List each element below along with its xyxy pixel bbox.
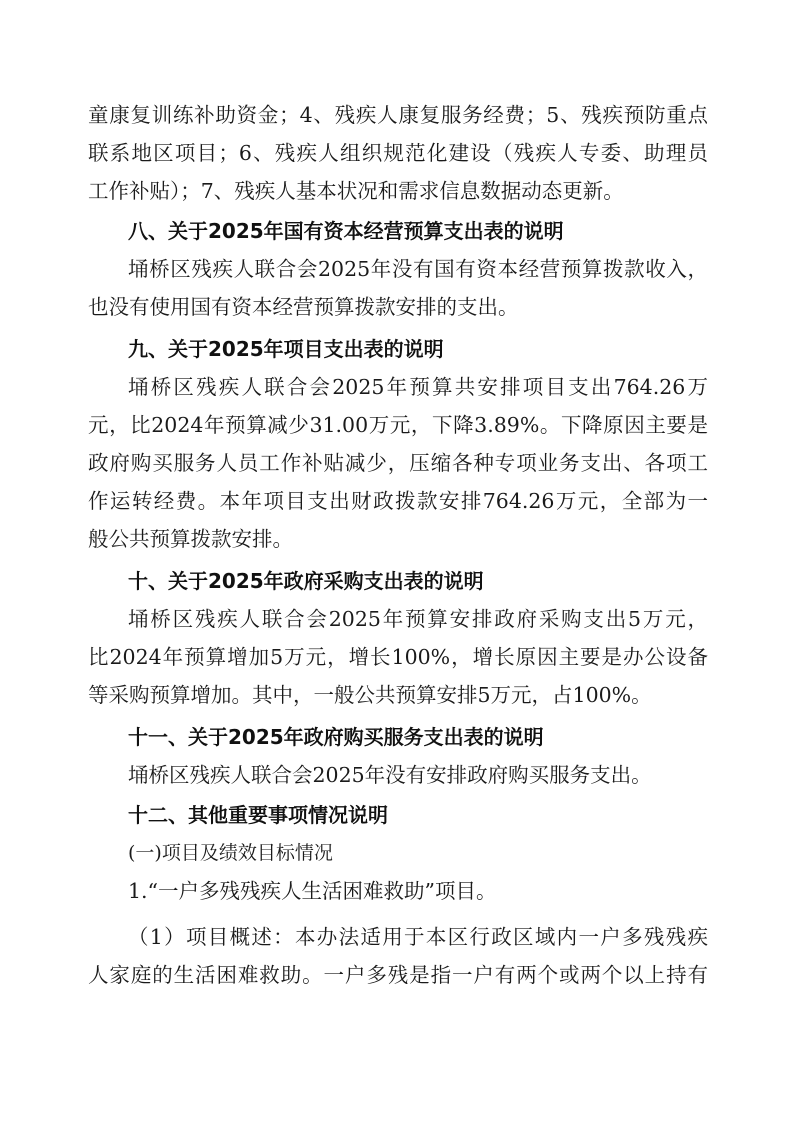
section-heading-12: 十二、其他重要事项情况说明: [128, 803, 388, 827]
paragraph-line: 政府购买服务人员工作补贴减少，压缩各种专项业务支出、各项工: [88, 451, 708, 475]
paragraph-line: 也没有使用国有资本经营预算拨款安排的支出。: [88, 295, 519, 319]
paragraph-line: 埇桥区残疾人联合会2025年没有安排政府购买服务支出。: [128, 763, 652, 787]
paragraph-line: 童康复训练补助资金；4、残疾人康复服务经费；5、残疾预防重点: [88, 103, 708, 127]
paragraph-line: 埇桥区残疾人联合会2025年预算安排政府采购支出5万元，: [128, 607, 708, 631]
paragraph-line: 作运转经费。本年项目支出财政拨款安排764.26万元，全部为一: [88, 489, 708, 513]
paragraph-line: 联系地区项目；6、残疾人组织规范化建设（残疾人专委、助理员: [88, 141, 708, 165]
section-heading-8: 八、关于2025年国有资本经营预算支出表的说明: [128, 219, 564, 243]
paragraph-line: 般公共预算拨款安排。: [88, 527, 293, 551]
paragraph-line: 人家庭的生活困难救助。一户多残是指一户有两个或两个以上持有: [88, 963, 708, 987]
paragraph-line: 等采购预算增加。其中，一般公共预算安排5万元，占100%。: [88, 683, 652, 707]
paragraph-line: 埇桥区残疾人联合会2025年没有国有资本经营预算拨款收入，: [128, 257, 708, 281]
section-heading-10: 十、关于2025年政府采购支出表的说明: [128, 569, 484, 593]
paragraph-line: 埇桥区残疾人联合会2025年预算共安排项目支出764.26万: [128, 375, 708, 399]
section-heading-11: 十一、关于2025年政府购买服务支出表的说明: [128, 725, 544, 749]
item-heading: 1.“一户多残残疾人生活困难救助”项目。: [128, 879, 497, 903]
paragraph-line: 元，比2024年预算减少31.00万元，下降3.89%。下降原因主要是: [88, 413, 708, 437]
paragraph-line: 比2024年预算增加5万元，增长100%，增长原因主要是办公设备: [88, 645, 708, 669]
paragraph-line: 工作补贴）；7、残疾人基本状况和需求信息数据动态更新。: [88, 179, 624, 203]
paragraph-line: （1）项目概述：本办法适用于本区行政区域内一户多残残疾: [128, 925, 708, 949]
subsection-heading: (一)项目及绩效目标情况: [128, 842, 333, 864]
section-heading-9: 九、关于2025年项目支出表的说明: [128, 337, 444, 361]
